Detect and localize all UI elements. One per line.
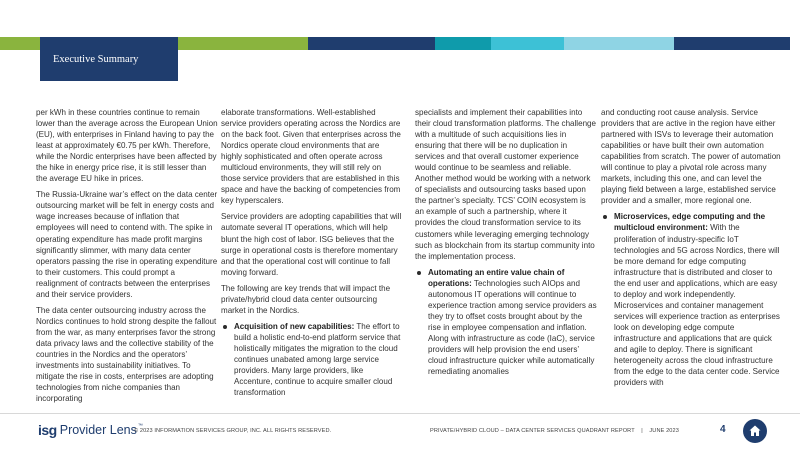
color-bar-segment (308, 37, 435, 50)
footer-divider (0, 413, 800, 414)
report-title: PRIVATE/HYBRID CLOUD – DATA CENTER SERVICES QUADRANT REPORT | JUNE 2023 (430, 428, 679, 434)
trend-title: Microservices, edge computing and the multicloud environment: (614, 212, 766, 233)
paragraph: per kWh in these countries continue to remain lower than the average across the European Union (EU), with enterprises in Finland having to pay the least at approximately €0.75 per kWh. Therefore, while the Nordic enterprises have been affected by the hike in energy price rise, it is still lesser than the average EU hike in prices. (36, 108, 218, 184)
trend-text: The effort to build a holistic end-to-end platform service that holistically mitigates the migration to the cloud continues unabated among large service providers. Many large providers, like Accenture, continue to acquire smaller cloud transformation (234, 321, 401, 398)
logo-trademark: ™ (137, 423, 143, 429)
text-column-4 (601, 107, 783, 393)
trend-title: Acquisition of new capabilities: (234, 321, 355, 331)
color-bar-segment (564, 37, 674, 50)
color-bar-segment (435, 37, 491, 50)
trend-list-item (221, 321, 402, 398)
color-bar-segment (178, 37, 308, 50)
color-bar-segment (491, 37, 564, 50)
bullet-icon (417, 271, 421, 275)
bullet-icon (223, 325, 227, 329)
trend-list (221, 321, 402, 398)
text-column-1 (36, 107, 218, 409)
color-bar-segment (0, 37, 40, 50)
trend-list-item (601, 211, 783, 388)
paragraph: specialists and implement their capabilities into their cloud transformation platforms. The challenge with a multitude of such acquisitions lies in ensuring that there will be no duplication in services and that overall customer experience would continue to be seamless and reliable. Another method would be working with a network of specialists and outsourcing tasks based upon the partner’s specialty. TCS’ COIN ecosystem is an example of such a partnership, where it provides the cloud transformation service to its customers while leveraging emerging technology such as blockchain from its startup community into the implementation process. (415, 108, 596, 261)
paragraph: The following are key trends that will impact the private/hybrid cloud data center outsourcing market in the Nordics. (221, 283, 391, 315)
home-icon (748, 424, 762, 438)
paragraph: elaborate transformations. Well-established service providers operating across the Nordics are on the back foot. Given that enterprises across the Nordics operate cloud environments that are highly sophisticated and often operate across multicloud environments, they will still rely on those service providers that are established in this space and have the backing of competencies from key hyperscalers. (221, 108, 401, 206)
logo-isg-text: isg (38, 422, 57, 438)
home-button[interactable] (743, 419, 767, 443)
page-number: 4 (720, 424, 726, 435)
copyright-notice: © 2023 INFORMATION SERVICES GROUP, INC. ALL RIGHTS RESERVED. (134, 428, 332, 434)
trend-title: Automating an entire value chain of operations: (428, 267, 565, 288)
trend-text: Technologies such AIOps and autonomous IT operations will continue to experience traction among service providers as they try to offset costs brought about by the rise in employee compensation and inflation. Along with infrastructure as code (IaC), service providers will help provision the end users’ cloud infrastructure quicker while automatically remediating anomalies (428, 278, 597, 377)
logo-lens-text: Provider Lens (59, 423, 137, 437)
text-column-2 (221, 107, 402, 403)
trend-text: With the proliferation of industry-specific IoT technologies and 5G across Nordics, there will be more demand for edge computing infrastructure that is distributed and closer to the end user and applications, which are easy to deploy and work independently. Microservices and container management services will experience traction as enterprises look on developing edge compute infrastructure and applications that are quick and agile to deploy. There is significant heterogeneity across the cloud infrastructure from the edge to the data center code. Service providers with (614, 223, 780, 388)
bullet-icon (603, 215, 607, 219)
paragraph: The Russia-Ukraine war’s effect on the data center outsourcing market will be felt in energy costs and wage increases because of inflation that employees will need to contend with. The spike in operating expenditure has made profit margins significantly slimmer, with many data center operators passing the rise in operating expenditure to their customers. This could prompt a realignment of contracts between the enterprises and their service providers. (36, 190, 218, 299)
text-column-3 (415, 107, 597, 382)
trend-list-item (415, 267, 597, 377)
trend-list (415, 267, 597, 377)
paragraph: and conducting root cause analysis. Service providers that are active in the region have either partnered with ISVs to leverage their automation capabilities or have built their own automation capabilities from scratch. The power of automation will continue to play a pivotal role across many markets, including this one, and can level the playing field between a large, established service provider and a smaller, more regional one. (601, 108, 781, 206)
section-title-tab (40, 37, 178, 81)
paragraph: The data center outsourcing industry across the Nordics continues to hold strong despite the fallout from the war, as many enterprises favor the strong data privacy laws and the collective stability of the countries in the Nordics and the operators’ investments into sustainability initiatives. To mitigate the rise in costs, enterprises are adopting technologies from niche companies than incorporating (36, 305, 217, 404)
section-title: Executive Summary (53, 54, 139, 65)
isg-provider-lens-logo (38, 421, 143, 439)
color-bar-segment (674, 37, 790, 50)
trend-list (601, 211, 783, 388)
paragraph: Service providers are adopting capabilities that will automate several IT operations, which will help blunt the high cost of labor. ISG believes that the surge in operational costs is therefore momentary and that the operational cost will continue to fall moving forward. (221, 212, 402, 277)
